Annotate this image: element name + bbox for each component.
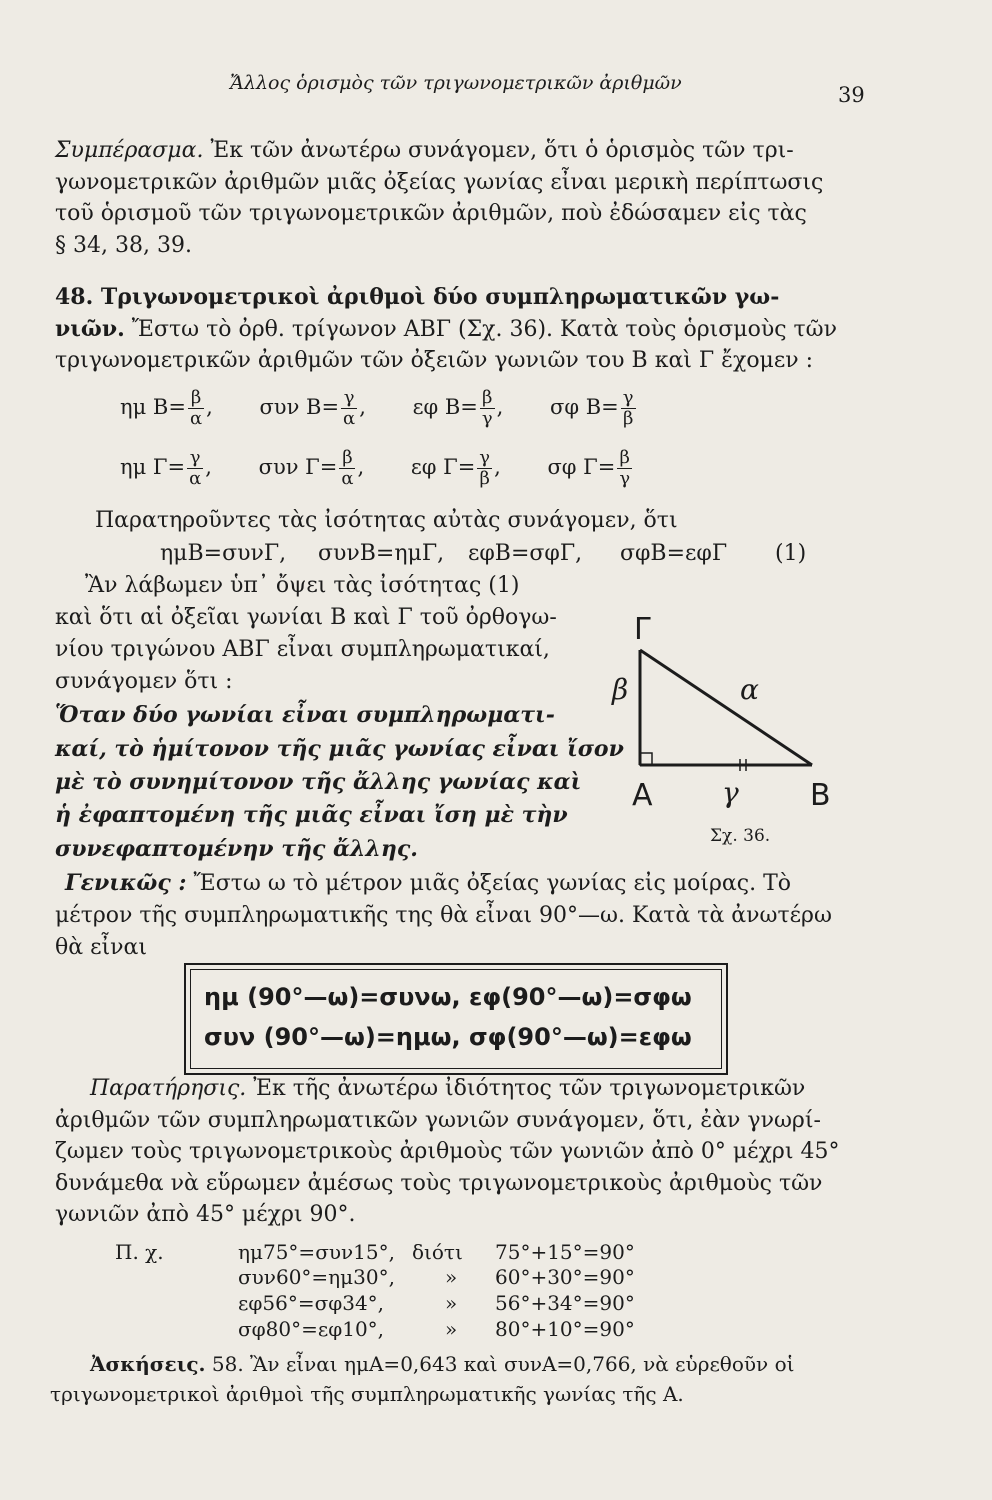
remark-paragraph — [55, 1073, 855, 1231]
conclusion-label: Συμπέρασμα. — [55, 138, 204, 163]
right-angle-mark — [640, 753, 652, 765]
section-line-2: Ἔστω τὸ ὀρθ. τρίγωνον ΑΒΓ (Σχ. 36). Κατὰ τοὺς ὁρισμοὺς τῶν — [131, 316, 837, 342]
formula-row-B — [120, 388, 678, 429]
rule-line-2: καὶ ὅτι αἱ ὀξεῖαι γωνίαι Β καὶ Γ τοῦ ὀρθογω- — [55, 605, 557, 630]
exercise-58-text: 58. Ἂν εἶναι ημΑ=0,643 καὶ συνΑ=0,766, νὰ εὑρεθοῦν οἱ — [211, 1352, 795, 1376]
section-heading: 48. Τριγωνομετρικοὶ ἀριθμοὶ δύο συμπληρωματικῶν γω- — [55, 284, 780, 310]
boxed-cos-complement: συν (90°—ω)=ημω — [204, 1023, 452, 1051]
side-GB — [640, 650, 812, 765]
example-why-2: » — [445, 1265, 458, 1289]
observe-line: Παρατηροῦντες τὰς ἰσότητας αὐτὰς συνάγομεν, ὅτι — [95, 508, 678, 533]
example-eq-4: σφ80°=εφ10°, — [238, 1317, 385, 1341]
side-label-g: γ — [722, 776, 739, 809]
general-line-3: θὰ εἶναι — [55, 935, 147, 960]
rule-italic-5: συνεφαπτομένην τῆς ἄλλης. — [55, 836, 418, 862]
example-eq-1: ημ75°=συν15°, — [238, 1240, 395, 1264]
identity-3: εφΒ=σφΓ, — [468, 541, 583, 566]
remark-label: Παρατήρησις. — [90, 1076, 247, 1101]
conclusion-line-2: γωνομετρικῶν ἀριθμῶν μιᾶς ὀξείας γωνίας εἶναι μερικὴ περίπτωσις — [55, 169, 824, 195]
exercises-line-1 — [90, 1352, 794, 1376]
figure-caption: Σχ. 36. — [710, 826, 771, 846]
examples-label: Π. χ. — [115, 1240, 164, 1264]
formula-sin-G: ημ Γ= $\frac{\gamma}{\alpha}$ , — [120, 447, 212, 489]
general-line-2: μέτρον τῆς συμπληρωματικῆς της θὰ εἶναι 90°—ω. Κατὰ τὰ ἀνωτέρω — [55, 903, 832, 928]
example-sum-2: 60°+30°=90° — [495, 1265, 635, 1289]
section-heading-cont: νιῶν. — [55, 315, 125, 342]
rule-italic-2: καί, τὸ ἡμίτονον τῆς μιᾶς γωνίας εἶναι ἴσον — [55, 736, 624, 762]
boxed-formulas — [184, 963, 728, 1075]
remark-line-1: Ἐκ τῆς ἀνωτέρω ἰδιότητος τῶν τριγωνομετρικῶν — [253, 1076, 806, 1101]
formula-cot-B: σφ Β= $\frac{\gamma}{\beta}$ — [550, 387, 634, 429]
side-label-b: β — [612, 673, 629, 706]
boxed-cot-complement: , σφ(90°—ω)=εφω — [451, 1023, 692, 1051]
rule-italic-3: μὲ τὸ συνημίτονον τῆς ἄλλης γωνίας καὶ — [55, 769, 582, 795]
section-line-3: τριγωνομετρικῶν ἀριθμῶν τῶν ὀξειῶν γωνιῶν του Β καὶ Γ ἔχομεν : — [55, 348, 814, 373]
rule-line-1: Ἂν λάβωμεν ὑπ᾿ ὄψει τὰς ἰσότητας (1) — [85, 573, 520, 598]
vertex-label-G: Γ — [634, 612, 651, 647]
general-line-1 — [65, 868, 791, 900]
vertex-label-B: Β — [810, 778, 831, 813]
formula-tan-G: εφ Γ= $\frac{\gamma}{\beta}$ , — [410, 447, 501, 489]
vertex-label-A: Α — [632, 778, 653, 813]
formula-cos-G: συν Γ= $\frac{\beta}{\alpha}$ , — [258, 447, 365, 489]
remark-line-5: γωνιῶν ἀπὸ 45° μέχρι 90°. — [55, 1202, 356, 1227]
rule-line-3: νίου τριγώνου ΑΒΓ εἶναι συμπληρωματικαί, — [55, 637, 550, 662]
section-48 — [55, 282, 855, 377]
formula-row-G — [120, 448, 674, 489]
equation-number: (1) — [775, 541, 807, 566]
formula-cot-G: σφ Γ= $\frac{\beta}{\gamma}$ — [547, 447, 631, 489]
conclusion-paragraph — [55, 135, 855, 261]
rule-italic-1: Ὅταν δύο γωνίαι εἶναι συμπληρωματι- — [55, 702, 555, 728]
exercises-label: Ἀσκήσεις. — [90, 1352, 206, 1376]
example-sum-3: 56°+34°=90° — [495, 1291, 635, 1315]
example-eq-2: συν60°=ημ30°, — [238, 1265, 395, 1289]
running-title: Ἄλλος ὁρισμὸς τῶν τριγωνομετρικῶν ἀριθμῶν — [230, 72, 682, 94]
conclusion-line-4: § 34, 38, 39. — [55, 232, 192, 258]
identity-4: σφΒ=εφΓ — [620, 541, 728, 566]
boxed-sin-complement: ημ (90°—ω)=συνω — [204, 983, 452, 1011]
remark-line-4: δυνάμεθα νὰ εὕρωμεν ἀμέσως τοὺς τριγωνομετρικοὺς ἀριθμοὺς τῶν — [55, 1170, 823, 1196]
identity-1: ημΒ=συνΓ, — [160, 541, 287, 566]
remark-line-3: ζωμεν τοὺς τριγωνομετρικοὺς ἀριθμοὺς τῶν γωνιῶν ἀπὸ 0° μέχρι 45° — [55, 1139, 840, 1164]
exercises-line-2: τριγωνομετρικοὶ ἀριθμοὶ τῆς συμπληρωματικῆς γωνίας τῆς Α. — [50, 1382, 684, 1406]
formula-cos-B: συν Β= $\frac{\gamma}{\alpha}$ , — [259, 387, 366, 429]
general-label: Γενικῶς : — [65, 870, 187, 896]
boxed-row-1 — [204, 983, 692, 1011]
example-sum-4: 80°+10°=90° — [495, 1317, 635, 1341]
side-label-a: α — [740, 673, 759, 706]
example-why-1: διότι — [412, 1240, 463, 1264]
example-sum-1: 75°+15°=90° — [495, 1240, 635, 1264]
identity-2: συνΒ=ημΓ, — [318, 541, 445, 566]
example-why-3: » — [445, 1291, 458, 1315]
example-why-4: » — [445, 1317, 458, 1341]
boxed-row-2 — [204, 1023, 692, 1051]
conclusion-line-1: Ἐκ τῶν ἀνωτέρω συνάγομεν, ὅτι ὁ ὁρισμὸς τῶν τρι- — [210, 138, 794, 163]
rule-italic-4: ἡ ἐφαπτομένη τῆς μιᾶς εἶναι ἴση μὲ τὴν — [55, 802, 568, 828]
conclusion-line-3: τοῦ ὁρισμοῦ τῶν τριγωνομετρικῶν ἀριθμῶν, ποὺ ἐδώσαμεν εἰς τὰς — [55, 201, 807, 226]
boxed-tan-complement: , εφ(90°—ω)=σφω — [451, 983, 692, 1011]
rule-line-4: συνάγομεν ὅτι : — [55, 669, 233, 694]
formula-tan-B: εφ Β= $\frac{\beta}{\gamma}$ , — [412, 387, 504, 429]
example-eq-3: εφ56°=σφ34°, — [238, 1291, 385, 1315]
general-text-1: Ἔστω ω τὸ μέτρον μιᾶς ὀξείας γωνίας εἰς μοίρας. Τὸ — [193, 871, 792, 896]
page-number: 39 — [838, 83, 865, 107]
remark-line-2: ἀριθμῶν τῶν συμπληρωματικῶν γωνιῶν συνάγομεν, ὅτι, ἐὰν γνωρί- — [55, 1107, 821, 1133]
formula-sin-B: ημ Β= $\frac{\beta}{\alpha}$ , — [120, 387, 213, 429]
